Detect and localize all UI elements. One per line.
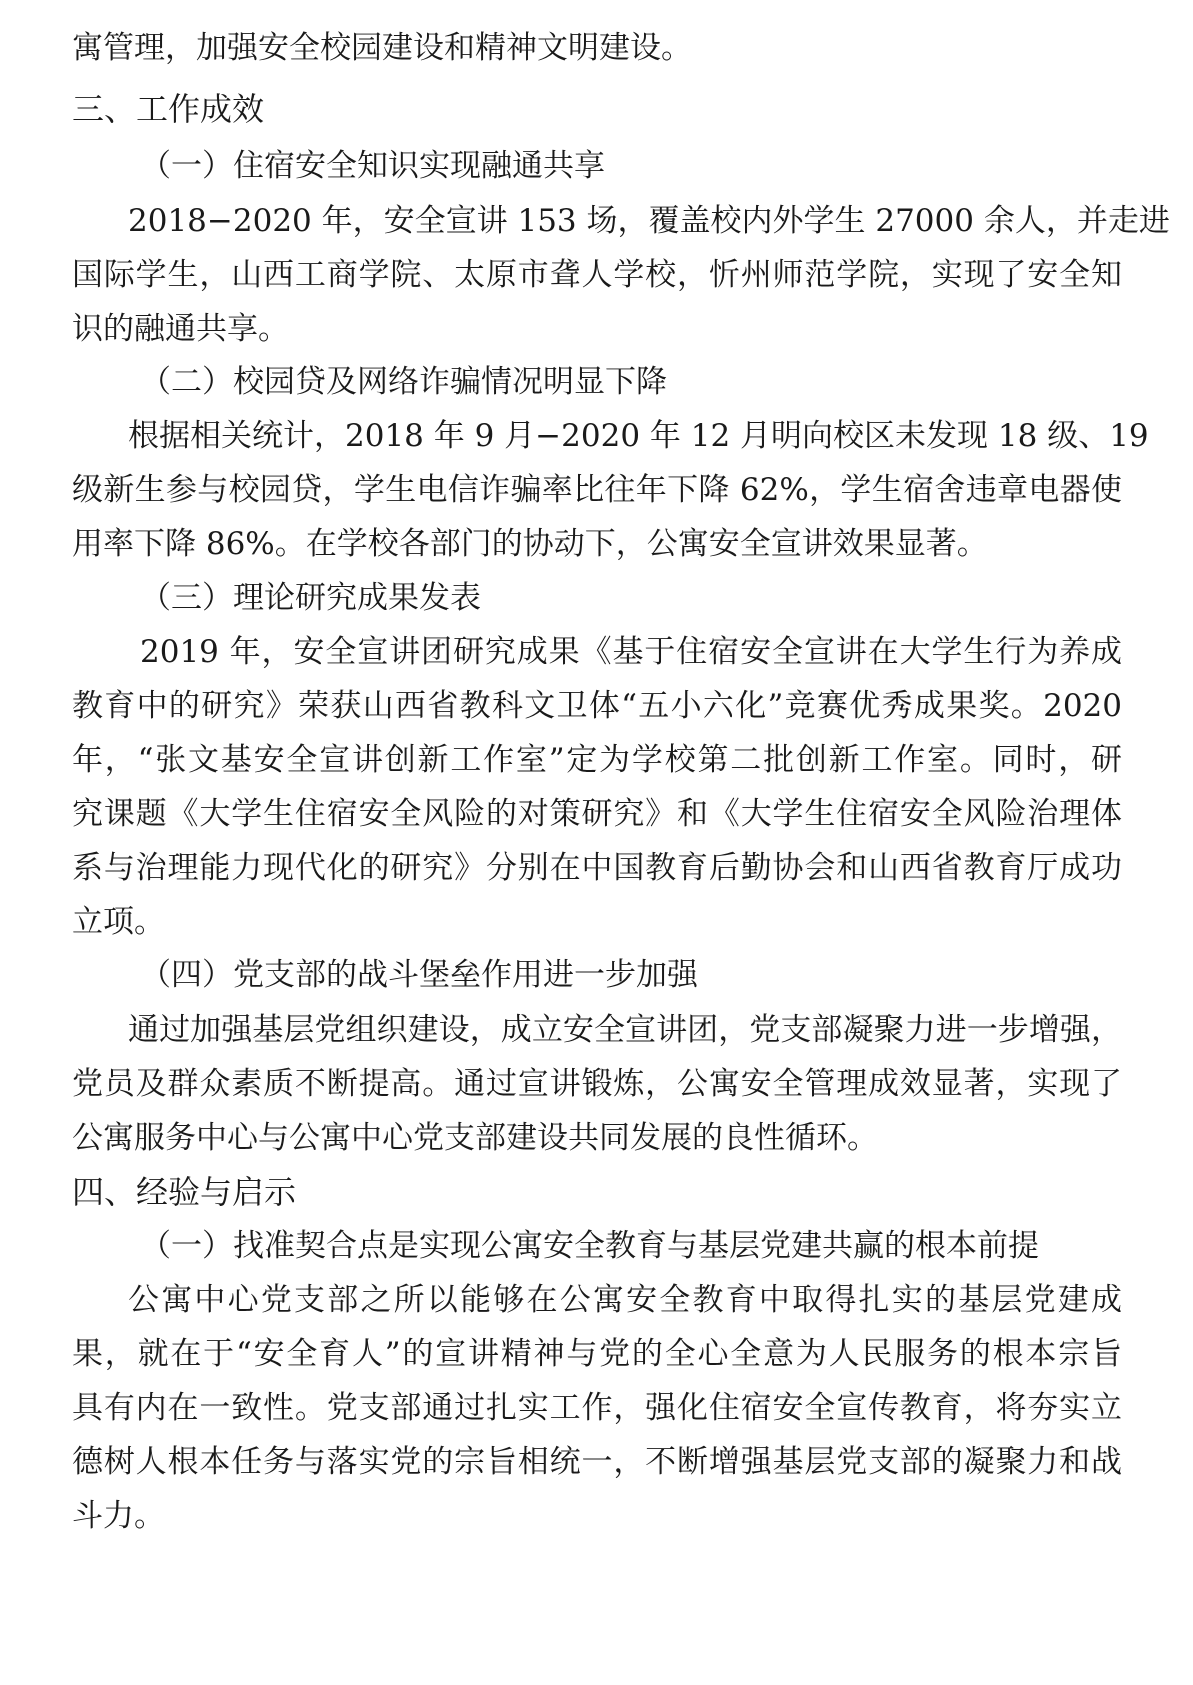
subsection-title-4-1: （一）找准契合点是实现公寓安全教育与基层党建共赢的根本前提: [140, 1228, 1039, 1264]
paragraph-line: 党员及群众素质不断提高。通过宣讲锻炼，公寓安全管理成效显著，实现了: [72, 1066, 1122, 1102]
paragraph-line: 德树人根本任务与落实党的宗旨相统一，不断增强基层党支部的凝聚力和战: [72, 1444, 1122, 1480]
paragraph-line: 立项。: [72, 904, 165, 940]
subsection-title-3-3: （三）理论研究成果发表: [140, 580, 481, 616]
subsection-title-3-4: （四）党支部的战斗堡垒作用进一步加强: [140, 957, 698, 993]
paragraph-line: 斗力。: [72, 1498, 165, 1534]
section-heading-4: 四、经验与启示: [72, 1173, 297, 1211]
paragraph-line: 年，“张文基安全宣讲创新工作室”定为学校第二批创新工作室。同时，研: [72, 742, 1122, 778]
paragraph-line: 公寓中心党支部之所以能够在公寓安全教育中取得扎实的基层党建成: [128, 1282, 1122, 1318]
paragraph-line: 教育中的研究》荣获山西省教科文卫体“五小六化”竞赛优秀成果奖。2020: [72, 688, 1122, 724]
paragraph-line: 2019 年，安全宣讲团研究成果《基于住宿安全宣讲在大学生行为养成: [140, 634, 1122, 670]
paragraph-line: 用率下降 86%。在学校各部门的协动下，公寓安全宣讲效果显著。: [72, 526, 988, 562]
paragraph-line: 级新生参与校园贷，学生电信诈骗率比往年下降 62%，学生宿舍违章电器使: [72, 472, 1122, 508]
paragraph-line: 识的融通共享。: [72, 311, 289, 347]
paragraph-line: 2018−2020 年，安全宣讲 153 场，覆盖校内外学生 27000 余人，并走进: [128, 203, 1170, 239]
paragraph-line: 根据相关统计，2018 年 9 月−2020 年 12 月明向校区未发现 18 级、19: [128, 418, 1149, 454]
paragraph-line: 公寓服务中心与公寓中心党支部建设共同发展的良性循环。: [72, 1120, 878, 1156]
paragraph-line: 国际学生，山西工商学院、太原市聋人学校，忻州师范学院，实现了安全知: [72, 257, 1122, 293]
paragraph-line: 究课题《大学生住宿安全风险的对策研究》和《大学生住宿安全风险治理体: [72, 796, 1122, 832]
paragraph-line: 具有内在一致性。党支部通过扎实工作，强化住宿安全宣传教育，将夯实立: [72, 1390, 1122, 1426]
section-heading-3: 三、工作成效: [72, 90, 265, 128]
paragraph-line: 通过加强基层党组织建设，成立安全宣讲团，党支部凝聚力进一步增强，: [128, 1012, 1122, 1048]
paragraph-line: 果，就在于“安全育人”的宣讲精神与党的全心全意为人民服务的根本宗旨: [72, 1336, 1122, 1372]
paragraph-line: 寓管理，加强安全校园建设和精神文明建设。: [72, 30, 692, 66]
subsection-title-3-2: （二）校园贷及网络诈骗情况明显下降: [140, 364, 667, 400]
subsection-title-3-1: （一）住宿安全知识实现融通共享: [140, 148, 605, 184]
paragraph-line: 系与治理能力现代化的研究》分别在中国教育后勤协会和山西省教育厅成功: [72, 850, 1122, 886]
